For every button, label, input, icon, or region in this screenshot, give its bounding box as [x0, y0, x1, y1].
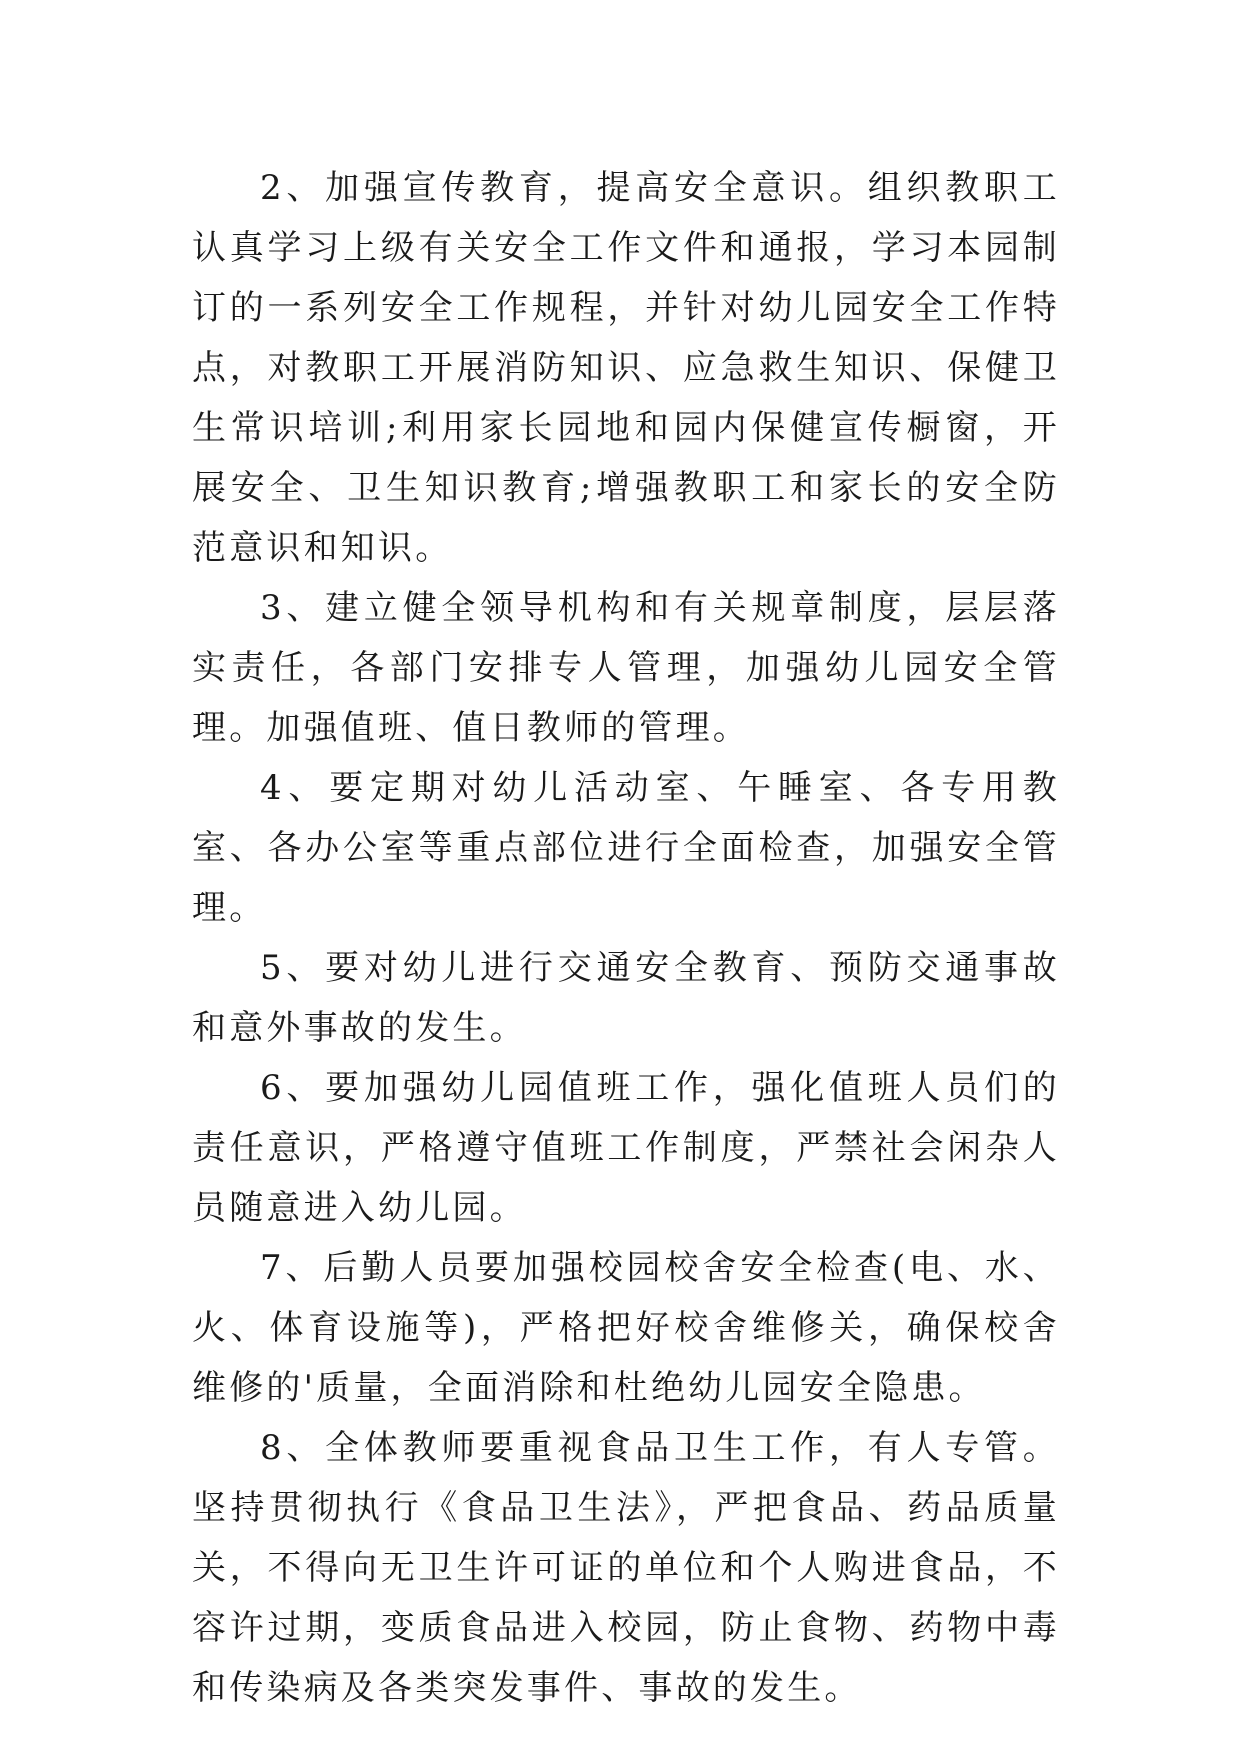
paragraph-item-6: 6、要加强幼儿园值班工作，强化值班人员们的责任意识，严格遵守值班工作制度，严禁社会闲杂人员随意进入幼儿园。	[192, 1068, 1060, 1228]
paragraph-item-5: 5、要对幼儿进行交通安全教育、预防交通事故和意外事故的发生。	[192, 948, 1060, 1048]
document-body	[192, 158, 1060, 1718]
paragraph-item-8: 8、全体教师要重视食品卫生工作，有人专管。坚持贯彻执行《食品卫生法》，严把食品、药品质量关，不得向无卫生许可证的单位和个人购进食品，不容许过期，变质食品进入校园，防止食物、药物中毒和传染病及各类突发事件、事故的发生。	[192, 1428, 1060, 1708]
paragraph-item-3: 3、建立健全领导机构和有关规章制度，层层落实责任，各部门安排专人管理，加强幼儿园安全管理。加强值班、值日教师的管理。	[192, 588, 1060, 748]
paragraph-item-2: 2、加强宣传教育，提高安全意识。组织教职工认真学习上级有关安全工作文件和通报，学习本园制订的一系列安全工作规程，并针对幼儿园安全工作特点，对教职工开展消防知识、应急救生知识、保健卫生常识培训;利用家长园地和园内保健宣传橱窗，开展安全、卫生知识教育;增强教职工和家长的安全防范意识和知识。	[192, 168, 1060, 568]
paragraph-item-4: 4、要定期对幼儿活动室、午睡室、各专用教室、各办公室等重点部位进行全面检查，加强安全管理。	[192, 768, 1060, 928]
paragraph-item-7: 7、后勤人员要加强校园校舍安全检查(电、水、火、体育设施等)，严格把好校舍维修关，确保校舍维修的'质量，全面消除和杜绝幼儿园安全隐患。	[192, 1248, 1060, 1408]
